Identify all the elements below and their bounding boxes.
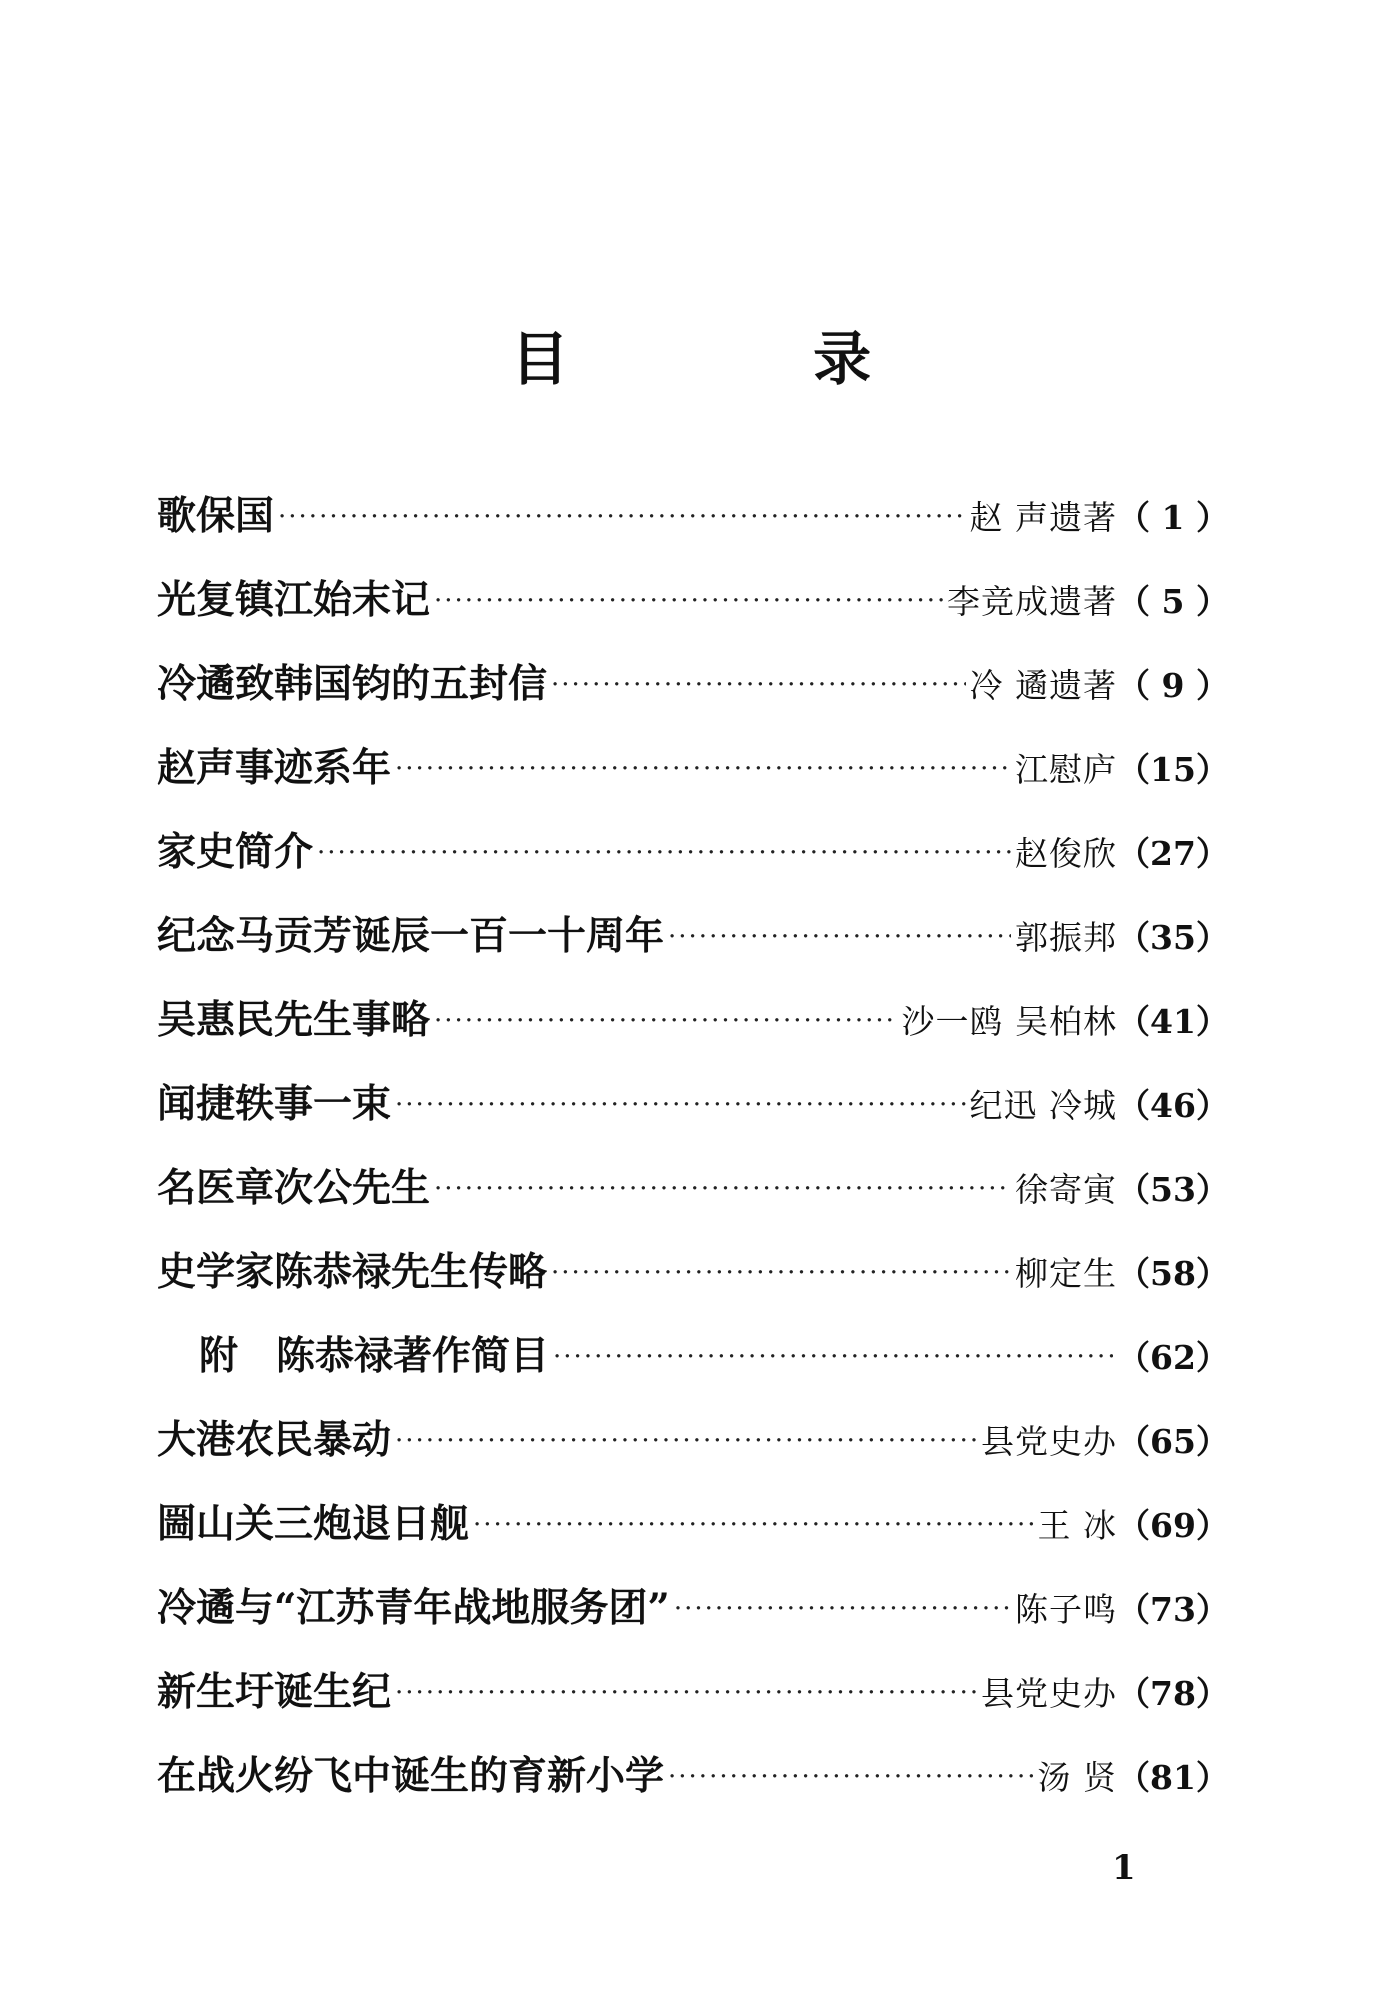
dot-leader — [553, 1344, 1113, 1370]
entry-page: （ 1 ） — [1117, 498, 1229, 537]
toc-entry — [157, 745, 1229, 833]
dot-leader — [317, 840, 1011, 866]
toc-entry — [157, 1585, 1229, 1673]
entry-title: 赵声事迹系年 — [157, 745, 392, 791]
dot-leader — [395, 1092, 965, 1118]
entry-page: （73） — [1117, 1590, 1229, 1629]
entry-page: （46） — [1117, 1086, 1229, 1125]
entry-author: 沙一鸥 吴柏林 — [901, 1002, 1117, 1041]
entry-author: 赵 声遗著 — [969, 498, 1117, 537]
entry-author: 赵俊欣 — [1015, 834, 1117, 873]
entry-author: 江慰庐 — [1015, 750, 1117, 789]
entry-page: （53） — [1117, 1170, 1229, 1209]
entry-page: （81） — [1117, 1758, 1229, 1797]
dot-leader — [278, 504, 965, 530]
entry-author: 纪迅 冷城 — [969, 1086, 1117, 1125]
entry-title: 在战火纷飞中诞生的育新小学 — [157, 1753, 665, 1799]
entry-prefix: 附 — [199, 1333, 239, 1379]
entry-title: 冷遹与“江苏青年战地服务团” — [157, 1585, 670, 1631]
entry-page: （65） — [1117, 1422, 1229, 1461]
entry-author: 柳定生 — [1015, 1254, 1117, 1293]
toc-entry — [157, 1501, 1229, 1589]
dot-leader — [668, 924, 1011, 950]
entry-author: 陈子鸣 — [1015, 1590, 1117, 1629]
dot-leader — [434, 588, 943, 614]
entry-page: （ 9 ） — [1117, 666, 1229, 705]
dot-leader — [473, 1512, 1033, 1538]
entry-page: （35） — [1117, 918, 1229, 957]
entry-title: 吴惠民先生事略 — [157, 997, 431, 1043]
dot-leader — [395, 1680, 977, 1706]
entry-title: 冷遹致韩国钧的五封信 — [157, 661, 548, 707]
dot-leader — [668, 1764, 1033, 1790]
toc-sub-entry — [157, 1333, 1229, 1421]
toc-entry — [157, 1417, 1229, 1505]
entry-author: 郭振邦 — [1015, 918, 1117, 957]
dot-leader — [395, 756, 1011, 782]
entry-page: （41） — [1117, 1002, 1229, 1041]
dot-leader — [551, 1260, 1011, 1286]
dot-leader — [434, 1008, 897, 1034]
toc-entry — [157, 913, 1229, 1001]
entry-page: （69） — [1117, 1506, 1229, 1545]
dot-leader — [395, 1428, 977, 1454]
toc-entry — [157, 829, 1229, 917]
entry-author: 县党史办 — [981, 1674, 1117, 1713]
entry-title: 歌保国 — [157, 493, 275, 539]
dot-leader — [434, 1176, 1011, 1202]
dot-leader — [674, 1596, 1011, 1622]
entry-author: 王 冰 — [1037, 1506, 1117, 1545]
toc-entry — [157, 1753, 1229, 1841]
entry-title: 大港农民暴动 — [157, 1417, 392, 1463]
page-number: 1 — [1112, 1848, 1136, 1888]
table-of-contents — [157, 493, 1229, 1841]
entry-author: 汤 贤 — [1037, 1758, 1117, 1797]
entry-author: 李竞成遗著 — [947, 582, 1117, 621]
entry-title: 新生圩诞生纪 — [157, 1669, 392, 1715]
entry-title: 陈恭禄著作简目 — [276, 1333, 550, 1379]
entry-title: 闻捷轶事一束 — [157, 1081, 392, 1127]
entry-title: 圌山关三炮退日舰 — [157, 1501, 470, 1547]
toc-entry — [157, 1081, 1229, 1169]
entry-page: （58） — [1117, 1254, 1229, 1293]
toc-entry — [157, 997, 1229, 1085]
entry-title: 家史简介 — [157, 829, 314, 875]
entry-page: （27） — [1117, 834, 1229, 873]
entry-title: 史学家陈恭禄先生传略 — [157, 1249, 548, 1295]
toc-entry — [157, 577, 1229, 665]
entry-title: 纪念马贡芳诞辰一百一十周年 — [157, 913, 665, 959]
entry-page: （15） — [1117, 750, 1229, 789]
toc-entry — [157, 1249, 1229, 1337]
entry-title: 光复镇江始末记 — [157, 577, 431, 623]
toc-entry — [157, 493, 1229, 581]
toc-entry — [157, 661, 1229, 749]
entry-author: 徐寄寅 — [1015, 1170, 1117, 1209]
entry-author: 县党史办 — [981, 1422, 1117, 1461]
page-title: 目 录 — [510, 325, 984, 393]
dot-leader — [551, 672, 965, 698]
entry-title: 名医章次公先生 — [157, 1165, 431, 1211]
entry-page: （ 5 ） — [1117, 582, 1229, 621]
entry-page: （62） — [1117, 1338, 1229, 1377]
entry-author: 冷 遹遗著 — [969, 666, 1117, 705]
toc-entry — [157, 1165, 1229, 1253]
toc-entry — [157, 1669, 1229, 1757]
entry-page: （78） — [1117, 1674, 1229, 1713]
